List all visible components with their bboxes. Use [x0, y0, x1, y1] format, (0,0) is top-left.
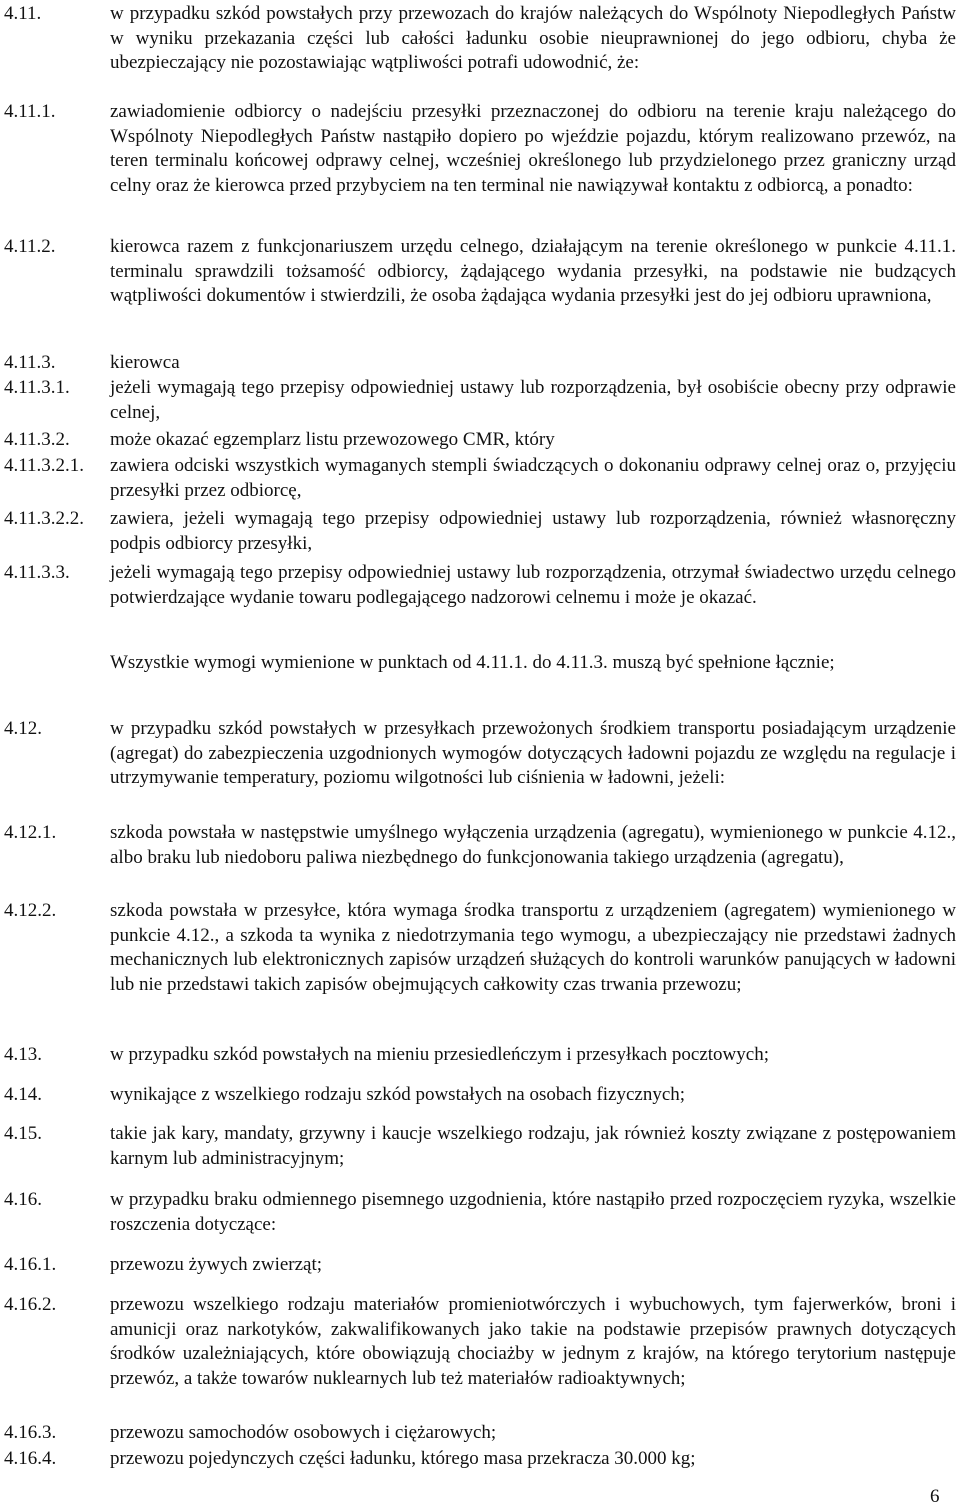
clause-text: w przypadku szkód powstałych w przesyłkach przewożonych środkiem transportu posiadającym urządzenie (agregat) do zabezpieczenia uzgodnionych wymogów dotyczących ładowni pojazdu ze względu na regulacje i utrzymywanie temperatury, poziomu wilgotności lub ciśnienia w ładowni, jeżeli:	[110, 718, 956, 788]
clause-number: 4.14.	[4, 1084, 42, 1105]
clause-text: jeżeli wymagają tego przepisy odpowiedniej ustawy lub rozporządzenia, otrzymał świadectwo urzędu celnego potwierdzające wydanie towaru podlegającego nadzorowi celnemu i może je okazać.	[110, 562, 956, 608]
clause-text: takie jak kary, mandaty, grzywny i kaucje wszelkiego rodzaju, jak również koszty związane z postępowaniem karnym lub administracyjnym;	[110, 1123, 956, 1169]
clause-number: 4.11.3.	[4, 352, 56, 373]
clause-number: 4.16.2.	[4, 1294, 57, 1315]
clause-text: szkoda powstała w przesyłce, która wymaga środka transportu z urządzeniem (agregatem) wymienionego w punkcie 4.12., a szkoda ta wynika z niedotrzymania tego wymogu, a ubezpieczający nie przedstawi żadnych mechanicznych lub elektronicznych zapisów urządzeń służących do kontroli warunków panujących w ładowni lub nie przedstawi takich zapisów obejmujących całkowity czas trwania przewozu;	[110, 900, 956, 995]
clause-text: przewozu pojedynczych części ładunku, którego masa przekracza 30.000 kg;	[110, 1448, 696, 1469]
clause-number: 4.11.1.	[4, 101, 56, 122]
clause-number: 4.16.1.	[4, 1254, 57, 1275]
clause-text: zawiera, jeżeli wymagają tego przepisy odpowiedniej ustawy lub rozporządzenia, również własnoręczny podpis odbiorcy przesyłki,	[110, 508, 956, 554]
clause-text: jeżeli wymagają tego przepisy odpowiedniej ustawy lub rozporządzenia, był osobiście obecny przy odprawie celnej,	[110, 377, 956, 423]
clause-number: 4.11.3.3.	[4, 562, 70, 583]
requirements-note: Wszystkie wymogi wymienione w punktach od 4.11.1. do 4.11.3. muszą być spełnione łącznie;	[110, 652, 835, 673]
clause-text: w przypadku szkód powstałych na mieniu przesiedleńczym i przesyłkach pocztowych;	[110, 1044, 769, 1065]
clause-text: w przypadku braku odmiennego pisemnego uzgodnienia, które nastąpiło przed rozpoczęciem ryzyka, wszelkie roszczenia dotyczące:	[110, 1189, 956, 1235]
clause-number: 4.16.3.	[4, 1422, 57, 1443]
clause-text: wynikające z wszelkiego rodzaju szkód powstałych na osobach fizycznych;	[110, 1084, 686, 1105]
clause-text: przewozu samochodów osobowych i ciężarowych;	[110, 1422, 497, 1443]
clause-number: 4.11.	[4, 3, 42, 24]
clause-text: przewozu wszelkiego rodzaju materiałów promieniotwórczych i wybuchowych, tym fajerwerków, broni i amunicji oraz narkotyków, zakwalifikowanych jako takie na podstawie przepisów prawnych dotyczących środków uzależniających, które obowiązują chociażby w jednym z krajów, na którego terytorium następuje przewóz, a także towarów nuklearnych lub też materiałów radioaktywnych;	[110, 1294, 956, 1389]
clause-text: szkoda powstała w następstwie umyślnego wyłączenia urządzenia (agregatu), wymienionego w punkcie 4.12., albo braku lub niedoboru paliwa niezbędnego do funkcjonowania takiego urządzenia (agregatu),	[110, 822, 956, 868]
clause-number: 4.13.	[4, 1044, 42, 1065]
clause-number: 4.12.2.	[4, 900, 57, 921]
clause-number: 4.15.	[4, 1123, 42, 1144]
clause-number: 4.11.3.2.2.	[4, 508, 85, 529]
clause-text: przewozu żywych zwierząt;	[110, 1254, 323, 1275]
clause-number: 4.11.2.	[4, 236, 56, 257]
clause-text: kierowca razem z funkcjonariuszem urzędu celnego, działającym na terenie określonego w punkcie 4.11.1. terminalu sprawdzili tożsamość odbiorcy, żądającego wydania przesyłki, na podstawie nie budzących wątpliwości dokumentów i stwierdzili, że osoba żądająca wydania przesyłki jest do jej odbioru uprawniona,	[110, 236, 956, 306]
clause-number: 4.11.3.2.	[4, 429, 70, 450]
clause-text: zawiadomienie odbiorcy o nadejściu przesyłki przeznaczonej do odbioru na terenie kraju należącego do Wspólnoty Niepodległych Państw nastąpiło dopiero po wjeździe pojazdu, którym realizowano przewóz, na teren terminalu końcowej odprawy celnej, wcześniej określonego lub przydzielonego przez graniczny urząd celny oraz że kierowca przed przybyciem na ten terminal nie nawiązywał kontaktu z odbiorcą, a ponadto:	[110, 101, 956, 196]
page-number: 6	[930, 1486, 940, 1507]
clause-text: może okazać egzemplarz listu przewozowego CMR, który	[110, 429, 555, 450]
clause-text: w przypadku szkód powstałych przy przewozach do krajów należących do Wspólnoty Niepodległych Państw w wyniku przekazania części lub całości ładunku osobie nieuprawnionej do jego odbioru, chyba że ubezpieczający nie pozostawiając wątpliwości potrafi udowodnić, że:	[110, 3, 956, 73]
clause-text: zawiera odciski wszystkich wymaganych stempli świadczących o dokonaniu odprawy celnej oraz o, przyjęciu przesyłki przez odbiorcę,	[110, 455, 956, 501]
clause-number: 4.16.	[4, 1189, 42, 1210]
clause-number: 4.16.4.	[4, 1448, 57, 1469]
clause-number: 4.11.3.2.1.	[4, 455, 85, 476]
clause-text: kierowca	[110, 352, 180, 373]
clause-number: 4.12.1.	[4, 822, 57, 843]
clause-number: 4.11.3.1.	[4, 377, 70, 398]
clause-number: 4.12.	[4, 718, 42, 739]
